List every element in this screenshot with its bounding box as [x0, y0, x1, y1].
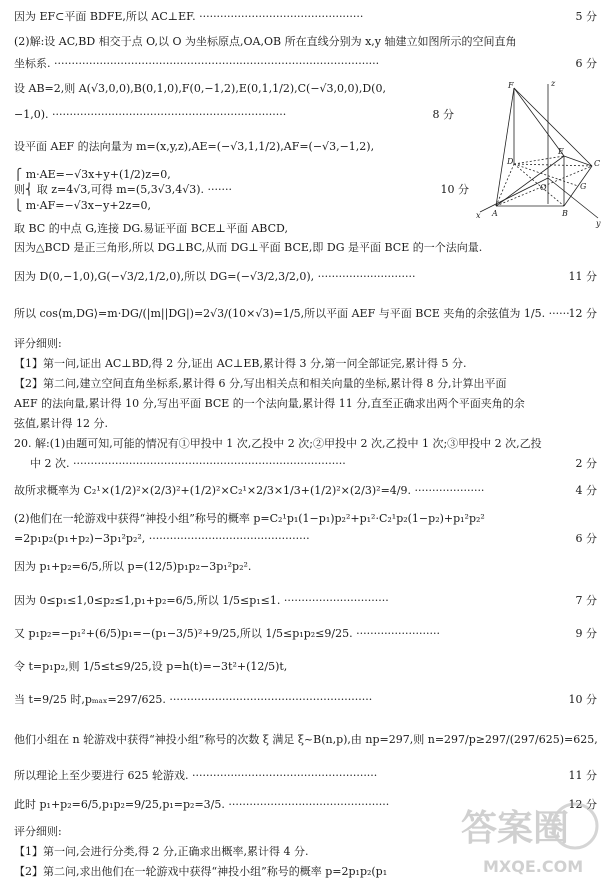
watermark-text: 答案圈 [461, 808, 570, 849]
score-mark: 10 分 [568, 693, 597, 706]
text-line: 【1】第一问,证出 AC⊥BD,得 2 分,证出 AC⊥EB,累计得 3 分,第一问全部证完,累计得 5 分. [14, 357, 467, 370]
figure-label: y [596, 219, 601, 228]
figure-label: A [492, 209, 498, 218]
text-line: 因为 0≤p₁≤1,0≤p₂≤1,p₁+p₂=6/5,所以 1/5≤p₁≤1. ······························ [14, 594, 389, 607]
figure-label: O [540, 183, 547, 192]
watermark-subtext: MXQE.COM [483, 857, 584, 876]
text-line: 【1】第一问,会进行分类,得 2 分,正确求出概率,累计得 4 分. [14, 845, 309, 858]
text-line: 则⎨ 取 z=4√3,可得 m=(5,3√3,4√3). ······· [14, 183, 232, 196]
watermark-logo [455, 792, 605, 886]
text-line: 【2】第二问,求出他们在一轮游戏中获得“神投小组”称号的概率 p=2p₁p₂(p₁ [14, 865, 388, 878]
text-line: 评分细则: [14, 825, 62, 838]
score-mark: 6 分 [575, 57, 597, 70]
figure-label: G [580, 182, 587, 191]
text-line: 设平面 AEF 的法向量为 m=(x,y,z),AE=(−√3,1,1/2),AF=(−√3,−1,2), [14, 140, 375, 153]
figure-label: F [508, 81, 514, 90]
text-line: 20. 解:(1)由题可知,可能的情况有①甲投中 1 次,乙投中 2 次;②甲投中 2 次,乙投中 1 次;③甲投中 2 次,乙投 [14, 437, 542, 450]
score-mark: 11 分 [568, 270, 597, 283]
text-line: 他们小组在 n 轮游戏中获得“神投小组”称号的次数 ξ 满足 ξ~B(n,p),由 np=297,则 n=297/p≥297/(297/625)=625, [14, 733, 598, 746]
figure-label: B [562, 209, 568, 218]
text-line: =2p₁p₂(p₁+p₂)−3p₁²p₂², ·············································· [14, 532, 310, 545]
score-mark: 9 分 [575, 627, 597, 640]
text-line: 又 p₁p₂=−p₁²+(6/5)p₁=−(p₁−3/5)²+9/25,所以 1/5≤p₁p₂≤9/25. ························ [14, 627, 441, 640]
text-line: 设 AB=2,则 A(√3,0,0),B(0,1,0),F(0,−1,2),E(0,1,1/2),C(−√3,0,0),D(0, [14, 82, 386, 95]
text-line: 取 BC 的中点 G,连接 DG.易证平面 BCE⊥平面 ABCD, [14, 222, 288, 235]
text-line: 因为 D(0,−1,0),G(−√3/2,1/2,0),所以 DG=(−√3/2,3/2,0), ···························· [14, 270, 416, 283]
text-line: 因为 p₁+p₂=6/5,所以 p=(12/5)p₁p₂−3p₁²p₂². [14, 560, 252, 573]
score-mark: 12 分 [568, 307, 597, 320]
text-line: 因为 EF⊂平面 BDFE,所以 AC⊥EF. ··············································· [14, 10, 364, 23]
text-line: (2)解:设 AC,BD 相交于点 O,以 O 为坐标原点,OA,OB 所在直线分别为 x,y 轴建立如图所示的空间直角 [14, 35, 517, 48]
text-line: ⎩ m·AF=−√3x−y+2z=0, [14, 199, 152, 212]
text-line: 评分细则: [14, 337, 62, 350]
text-line: 弦值,累计得 12 分. [14, 417, 108, 430]
text-line: 故所求概率为 C₂¹×(1/2)²×(2/3)²+(1/2)²×C₂¹×2/3×1/3+(1/2)²×(2/3)²=4/9. ···················· [14, 484, 485, 497]
text-line: 坐标系. ····························································································· [14, 57, 380, 70]
score-mark: 10 分 [440, 183, 469, 196]
score-mark: 5 分 [575, 10, 597, 23]
text-line: 【2】第二问,建立空间直角坐标系,累计得 6 分,写出相关点和相关向量的坐标,累计得 8 分,计算出平面 [14, 377, 507, 390]
geometry-figure [474, 78, 604, 228]
figure-label: D [507, 157, 514, 166]
figure-label: z [551, 79, 556, 88]
score-mark: 6 分 [575, 532, 597, 545]
text-line: AEF 的法向量,累计得 10 分,写出平面 BCE 的一个法向量,累计得 11 分,直至正确求出两个平面夹角的余 [14, 397, 525, 410]
figure-label: C [594, 159, 601, 168]
score-mark: 4 分 [575, 484, 597, 497]
text-line: 当 t=9/25 时,pₘₐₓ=297/625. ·························································· [14, 693, 373, 706]
figure-label: E [558, 147, 564, 156]
score-mark: 11 分 [568, 769, 597, 782]
text-line: 此时 p₁+p₂=6/5,p₁p₂=9/25,p₁=p₂=3/5. ·············································· [14, 798, 390, 811]
score-mark: 7 分 [575, 594, 597, 607]
text-line: 中 2 次. ·············································································· [30, 457, 346, 470]
text-line: (2)他们在一轮游戏中获得“神投小组”称号的概率 p=C₂¹p₁(1−p₁)p₂²+p₁²·C₂¹p₂(1−p₂)+p₁²p₂² [14, 512, 485, 525]
text-line: 因为△BCD 是正三角形,所以 DG⊥BC,从而 DG⊥平面 BCE,即 DG 是平面 BCE 的一个法向量. [14, 241, 483, 254]
score-mark: 2 分 [575, 457, 597, 470]
text-line: −1,0). ··································································· [14, 108, 287, 121]
text-line: ⎧ m·AE=−√3x+y+(1/2)z=0, [14, 168, 171, 181]
score-mark: 12 分 [568, 798, 597, 811]
text-line: 所以 cos⟨m,DG⟩=m·DG/(|m||DG|)=2√3/(10×√3)=1/5,所以平面 AEF 与平面 BCE 夹角的余弦值为 1/5. ······ [14, 307, 570, 320]
text-line: 令 t=p₁p₂,则 1/5≤t≤9/25,设 p=h(t)=−3t²+(12/5)t, [14, 660, 288, 673]
figure-label: x [476, 211, 481, 220]
score-mark: 8 分 [432, 108, 454, 121]
text-line: 所以理论上至少要进行 625 轮游戏. ····················································· [14, 769, 378, 782]
